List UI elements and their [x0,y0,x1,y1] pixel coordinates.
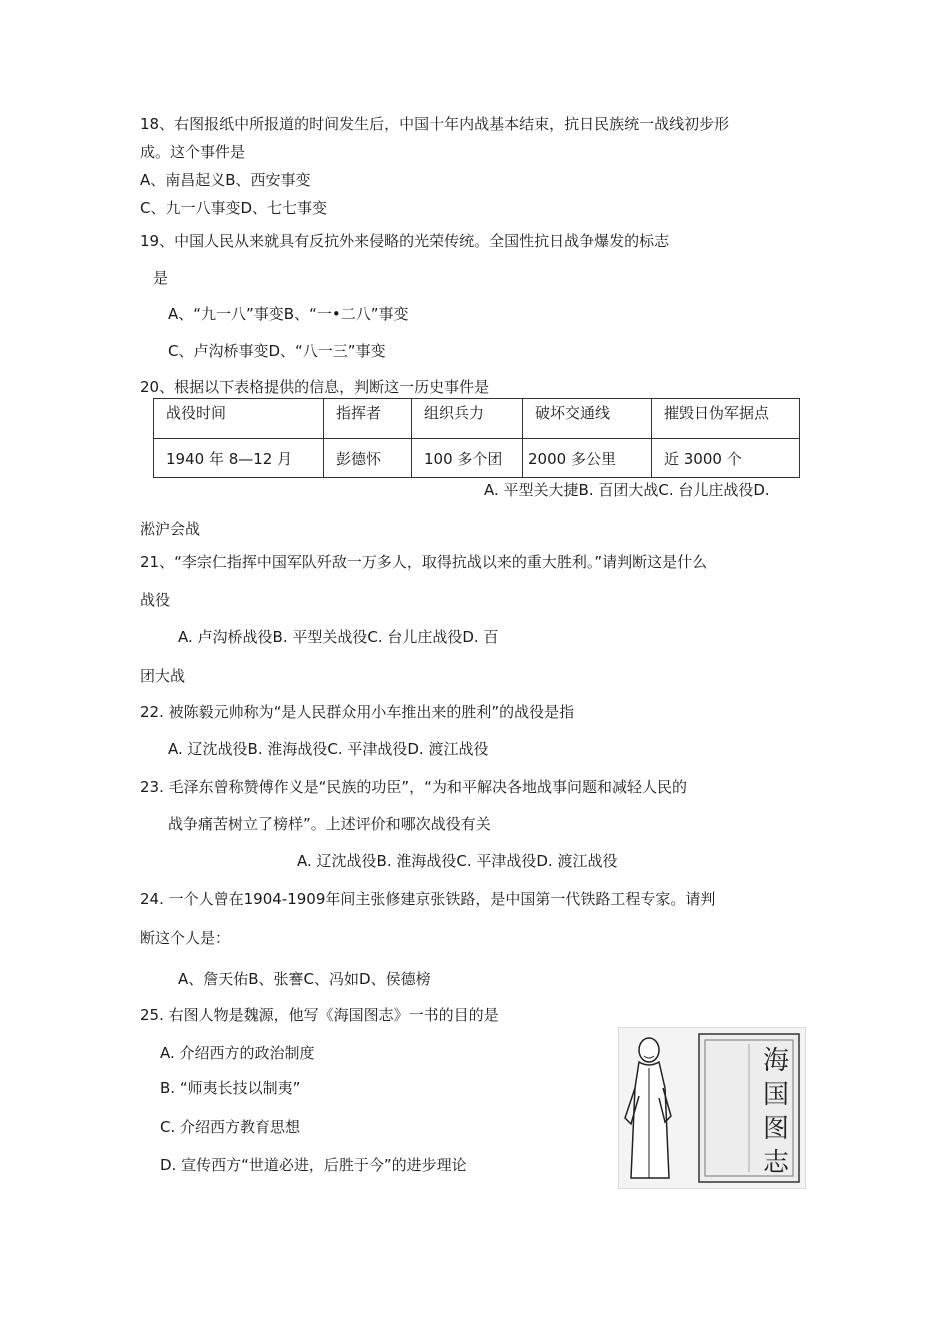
q22-options: A. 辽沈战役B. 淮海战役C. 平津战役D. 渡江战役 [168,740,489,758]
q20-options: A. 平型关大捷B. 百团大战C. 台儿庄战役D. [484,481,770,499]
q24-line-1: 24. 一个人曾在1904-1909年间主张修建京张铁路，是中国第一代铁路工程专家。请判 [140,890,716,908]
table-header-cell: 指挥者 [324,399,412,439]
q21-options-tail: 团大战 [140,667,186,685]
q19-line-2: 是 [153,269,169,287]
q21-line-1: 21、“李宗仁指挥中国军队歼敌一万多人，取得抗战以来的重大胜利。”请判断这是什么 [140,553,708,571]
q18-line-1: 18、右图报纸中所报道的时间发生后，中国十年内战基本结束，抗日民族统一战线初步形 [140,115,730,133]
table-row [154,439,800,478]
q24-line-2: 断这个人是： [140,929,231,947]
table-header-cell: 组织兵力 [412,399,523,439]
table-header-cell: 摧毁日伪军据点 [652,399,800,439]
q25-option-d: D. 宣传西方“世道必进，后胜于今”的进步理论 [160,1156,467,1174]
book-title-text: 海国图志 [762,1046,789,1178]
q21-line-2: 战役 [140,591,171,609]
q18-options-1: A、南昌起义B、西安事变 [140,171,311,189]
q19-line-1: 19、中国人民从来就具有反抗外来侵略的光荣传统。全国性抗日战争爆发的标志 [140,232,670,250]
q20-line-1: 20、根据以下表格提供的信息，判断这一历史事件是 [140,378,490,396]
battle-info-table [153,398,800,478]
q19-options-1: A、“九一八”事变B、“一•二八”事变 [168,305,409,323]
table-cell: 2000 多公里 [523,439,652,478]
q23-options: A. 辽沈战役B. 淮海战役C. 平津战役D. 渡江战役 [297,852,618,870]
q25-option-c: C. 介绍西方教育思想 [160,1118,301,1136]
q25-option-a: A. 介绍西方的政治制度 [160,1044,315,1062]
table-cell: 近 3000 个 [652,439,800,478]
weiyuan-figure [618,1027,806,1189]
q24-options: A、詹天佑B、张謇C、冯如D、侯德榜 [178,970,431,988]
q18-options-2: C、九一八事变D、七七事变 [140,199,328,217]
q23-line-2: 战争痛苦树立了榜样”。上述评价和哪次战役有关 [168,815,491,833]
q25-option-b: B. “师夷长技以制夷” [160,1079,301,1097]
table-cell: 100 多个团 [412,439,523,478]
q25-line-1: 25. 右图人物是魏源，他写《海国图志》一书的目的是 [140,1006,499,1024]
q23-line-1: 23. 毛泽东曾称赞傅作义是“民族的功臣”，“为和平解决各地战事问题和减轻人民的 [140,778,687,796]
q19-options-2: C、卢沟桥事变D、“八一三”事变 [168,342,386,360]
q20-options-tail: 淞沪会战 [140,520,201,538]
q21-options: A. 卢沟桥战役B. 平型关战役C. 台儿庄战役D. 百 [178,628,499,646]
table-cell: 彭德怀 [324,439,412,478]
table-cell: 1940 年 8—12 月 [154,439,324,478]
q18-line-2: 成。这个事件是 [140,143,246,161]
table-header-cell: 战役时间 [154,399,324,439]
q22-line-1: 22. 被陈毅元帅称为“是人民群众用小车推出来的胜利”的战役是指 [140,703,575,721]
table-header-cell: 破坏交通线 [523,399,652,439]
table-header-row [154,399,800,439]
